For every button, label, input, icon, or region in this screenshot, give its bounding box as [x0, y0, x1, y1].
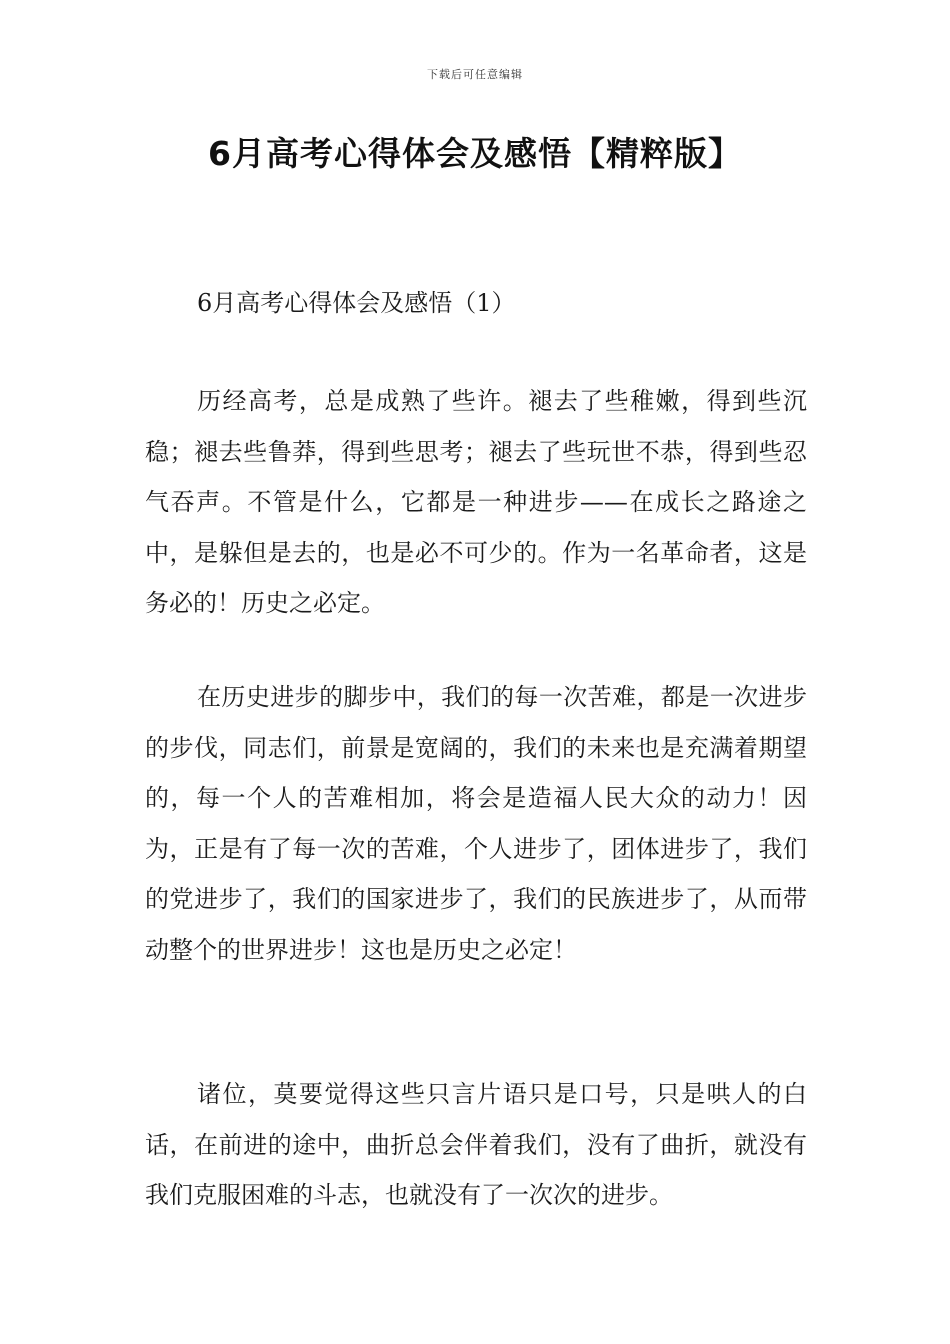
header-note: 下载后可任意编辑	[427, 68, 523, 81]
document-title: 6月高考心得体会及感悟【精粹版】	[208, 134, 742, 173]
section-heading: 6月高考心得体会及感悟（1）	[197, 289, 516, 317]
paragraph-3: 诸位，莫要觉得这些只言片语只是口号，只是哄人的白话，在前进的途中，曲折总会伴着我们，没有了曲折，就没有我们克服困难的斗志，也就没有了一次次的进步。	[145, 1080, 807, 1209]
paragraph-2: 在历史进步的脚步中，我们的每一次苦难，都是一次进步的步伐，同志们，前景是宽阔的，我们的未来也是充满着期望的，每一个人的苦难相加，将会是造福人民大众的动力！因为，正是有了每一次的苦难，个人进步了，团体进步了，我们的党进步了，我们的国家进步了，我们的民族进步了，从而带动整个的世界进步！这也是历史之必定！	[145, 683, 807, 964]
paragraph-1: 历经高考，总是成熟了些许。褪去了些稚嫩，得到些沉稳；褪去些鲁莽，得到些思考；褪去了些玩世不恭，得到些忍气吞声。不管是什么，它都是一种进步——在成长之路途之中，是躲但是去的，也是必不可少的。作为一名革命者，这是务必的！历史之必定。	[145, 387, 807, 617]
